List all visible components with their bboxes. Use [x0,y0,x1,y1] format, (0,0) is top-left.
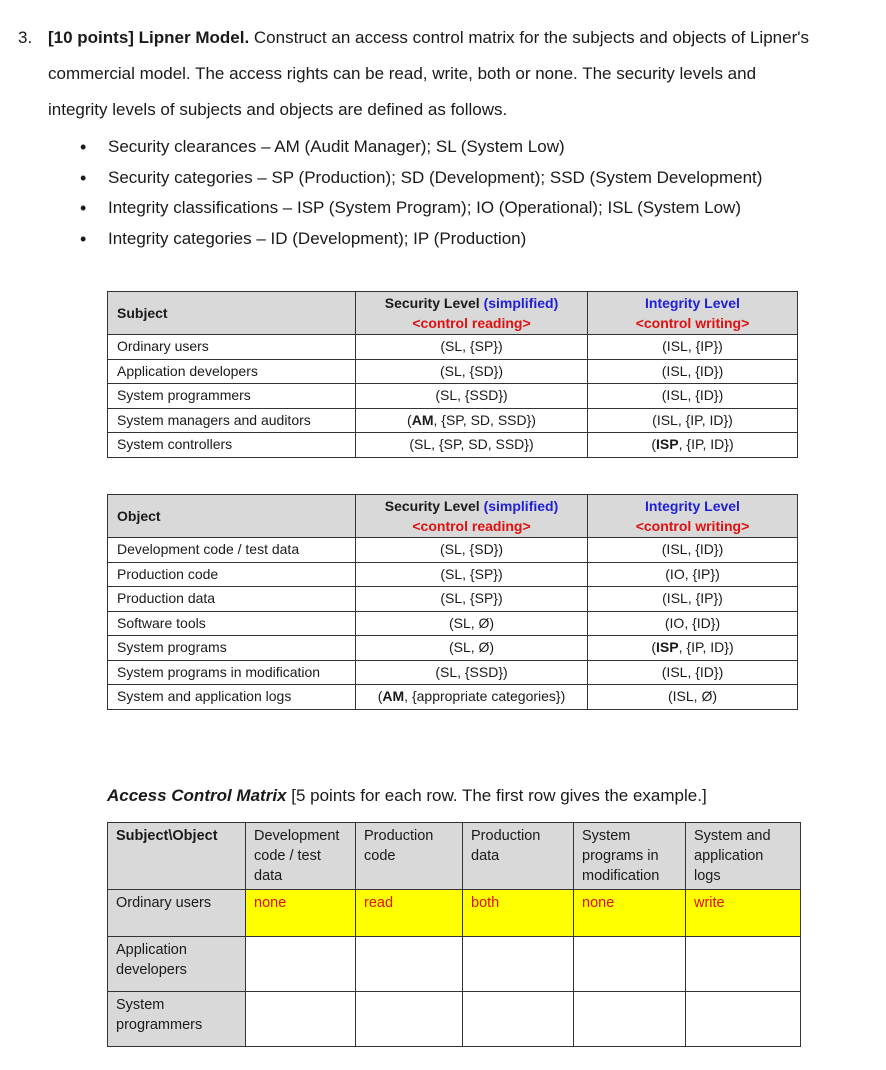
table-row [108,685,798,710]
acm-right-cell: read [356,890,463,937]
acm-answer-cell[interactable] [246,937,356,992]
security-level-cell: (SL, {SD}) [356,359,588,384]
acm-row [108,992,801,1047]
acm-column-header: Production code [356,823,463,890]
integrity-level-cell: (ISL, {IP, ID}) [588,408,798,433]
entity-name-cell: Production code [108,562,356,587]
acm-column-header: System programs in modification [574,823,686,890]
acm-answer-cell[interactable] [574,992,686,1047]
entity-name-cell: System programs in modification [108,660,356,685]
security-level-cell: (SL, {SP, SD, SSD}) [356,433,588,458]
security-level-cell: (SL, {SP}) [356,587,588,612]
acm-row [108,937,801,992]
entity-name-cell: Application developers [108,359,356,384]
acm-right-cell: none [246,890,356,937]
table-row [108,660,798,685]
integrity-level-cell: (ISL, {ID}) [588,538,798,563]
list-item: • Security categories – SP (Production); SD (Development); SSD (System Development) [80,163,762,194]
acm-answer-cell[interactable] [686,937,801,992]
acm-column-header: System and application logs [686,823,801,890]
acm-header-row [108,823,801,890]
table-row [108,611,798,636]
security-level-cell: (SL, {SSD}) [356,384,588,409]
level-class-bold: ISP [656,639,679,656]
acm-title: Access Control Matrix [107,786,287,805]
security-level-label: Security Level [384,295,480,311]
acm-answer-cell[interactable] [356,992,463,1047]
level-definitions-list [80,132,762,254]
integrity-level-cell: (ISL, {IP}) [588,587,798,612]
question-paragraph [18,20,818,128]
integrity-level-cell: (ISL, {ID}) [588,384,798,409]
security-level-header [356,292,588,335]
acm-subject-cell: Ordinary users [108,890,246,937]
control-reading-label: <control reading> [412,315,531,331]
entity-name-cell: System managers and auditors [108,408,356,433]
acm-corner-label: Subject\Object [116,828,218,844]
acm-answer-cell[interactable] [463,992,574,1047]
acm-subject-cell: System programmers [108,992,246,1047]
question-text: Construct an access control matrix for the subjects and objects of Lipner's commercial model. The access rights can be read, write, both or none. The security levels and integrity levels of subjects and objects are defined as follows. [48,28,809,119]
acm-answer-cell[interactable] [356,937,463,992]
question-number: 3. [18,28,33,47]
integrity-level-cell: (IO, {IP}) [588,562,798,587]
acm-right-cell: none [574,890,686,937]
table-row [108,408,798,433]
acm-answer-cell[interactable] [246,992,356,1047]
acm-column-header: Development code / test data [246,823,356,890]
table-row [108,562,798,587]
control-reading-label: <control reading> [412,518,531,534]
integrity-level-cell: (ISL, {ID}) [588,359,798,384]
security-level-cell: (AM, {appropriate categories}) [356,685,588,710]
subjects-levels-table [107,291,798,458]
security-level-cell: (SL, {SD}) [356,538,588,563]
integrity-level-label: Integrity Level [645,295,740,311]
integrity-level-label: Integrity Level [645,498,740,514]
question-points: [10 points] Lipner Model. [48,28,250,47]
level-class-bold: AM [382,688,405,705]
security-level-cell: (SL, {SP}) [356,562,588,587]
acm-answer-cell[interactable] [463,937,574,992]
control-writing-label: <control writing> [635,315,750,331]
table-row [108,335,798,360]
simplified-label: (simplified) [483,498,559,514]
acm-right-cell: write [686,890,801,937]
security-level-label: Security Level [384,498,480,514]
acm-answer-cell[interactable] [574,937,686,992]
list-item: • Integrity classifications – ISP (System Program); IO (Operational); ISL (System Low) [80,193,762,224]
security-level-cell: (SL, Ø) [356,611,588,636]
integrity-level-header [588,292,798,335]
access-control-matrix [107,822,801,1047]
integrity-level-cell: (ISL, {ID}) [588,660,798,685]
entity-name-cell: Development code / test data [108,538,356,563]
entity-name-cell: System programs [108,636,356,661]
list-item: • Security clearances – AM (Audit Manager); SL (System Low) [80,132,762,163]
entity-name-cell: Production data [108,587,356,612]
subject-header: Subject [108,292,356,335]
security-level-cell: (SL, {SSD}) [356,660,588,685]
integrity-level-header [588,495,798,538]
integrity-level-cell: (IO, {ID}) [588,611,798,636]
integrity-level-cell: (ISL, Ø) [588,685,798,710]
table-row [108,636,798,661]
acm-answer-cell[interactable] [686,992,801,1047]
security-level-cell: (SL, {SP}) [356,335,588,360]
entity-name-cell: Ordinary users [108,335,356,360]
acm-right-cell: both [463,890,574,937]
acm-column-header: Production data [463,823,574,890]
security-level-header [356,495,588,538]
table-row [108,359,798,384]
list-item: • Integrity categories – ID (Development); IP (Production) [80,224,762,255]
table-row [108,538,798,563]
control-writing-label: <control writing> [635,518,750,534]
table-row [108,433,798,458]
level-class-bold: AM [411,411,434,428]
acm-corner-cell [108,823,246,890]
acm-row [108,890,801,937]
objects-levels-table [107,494,798,710]
level-class-bold: ISP [656,436,679,453]
entity-name-cell: System controllers [108,433,356,458]
security-level-cell: (SL, Ø) [356,636,588,661]
acm-subject-cell: Application developers [108,937,246,992]
table-row [108,384,798,409]
acm-heading [107,786,707,806]
entity-name-cell: System programmers [108,384,356,409]
integrity-level-cell: (ISL, {IP}) [588,335,798,360]
object-header: Object [108,495,356,538]
acm-note: [5 points for each row. The first row gives the example.] [291,786,707,805]
simplified-label: (simplified) [483,295,559,311]
entity-name-cell: Software tools [108,611,356,636]
integrity-level-cell: (ISP, {IP, ID}) [588,636,798,661]
integrity-level-cell: (ISP, {IP, ID}) [588,433,798,458]
security-level-cell: (AM, {SP, SD, SSD}) [356,408,588,433]
entity-name-cell: System and application logs [108,685,356,710]
table-row [108,587,798,612]
